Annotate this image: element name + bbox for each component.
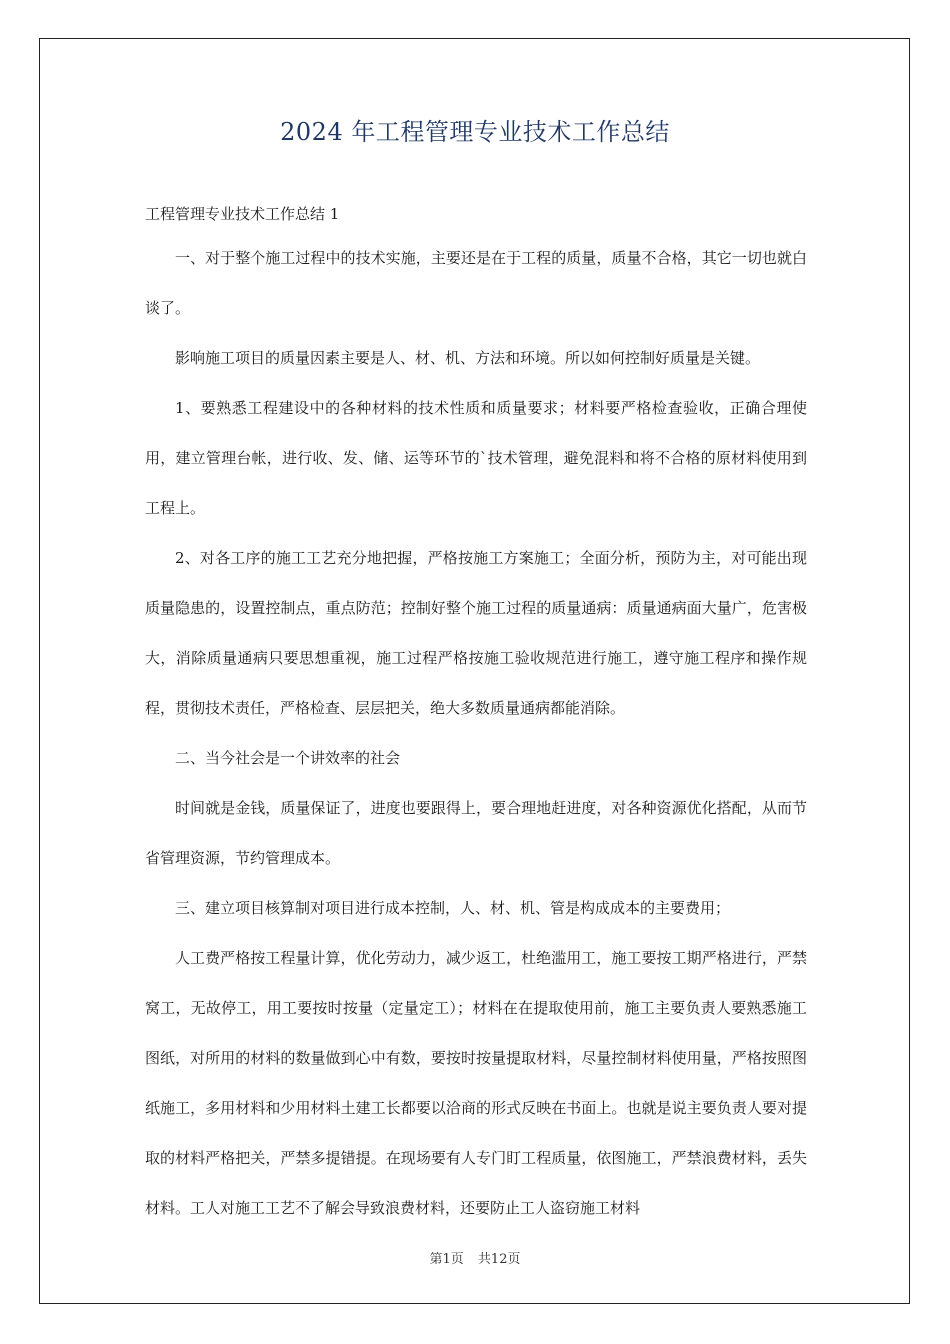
document-body — [145, 198, 807, 1233]
paragraph: 一、对于整个施工过程中的技术实施，主要还是在于工程的质量，质量不合格，其它一切也就白谈了。 — [145, 249, 807, 317]
section-heading: 工程管理专业技术工作总结 1 — [145, 205, 340, 223]
paragraph: 影响施工项目的质量因素主要是人、材、机、方法和环境。所以如何控制好质量是关键。 — [175, 349, 761, 367]
paragraph: 1、要熟悉工程建设中的各种材料的技术性质和质量要求；材料要严格检查验收，正确合理使用，建立管理台帐，进行收、发、储、运等环节的`技术管理，避免混料和将不合格的原材料使用到工程上。 — [145, 399, 807, 517]
page-number: 第1页 共12页 — [429, 1252, 521, 1267]
paragraph: 三、建立项目核算制对项目进行成本控制，人、材、机、管是构成成本的主要费用； — [175, 899, 731, 917]
paragraph: 时间就是金钱，质量保证了，进度也要跟得上，要合理地赶进度，对各种资源优化搭配，从而节省管理资源，节约管理成本。 — [145, 799, 807, 867]
document-title: 2024 年工程管理专业技术工作总结 — [280, 118, 670, 146]
paragraph: 2、对各工序的施工工艺充分地把握，严格按施工方案施工；全面分析，预防为主，对可能出现质量隐患的，设置控制点，重点防范；控制好整个施工过程的质量通病：质量通病面大量广，危害极大，消除质量通病只要思想重视，施工过程严格按施工验收规范进行施工，遵守施工程序和操作规程，贯彻技术责任，严格检查、层层把关，绝大多数质量通病都能消除。 — [145, 549, 807, 717]
paragraph: 二、当今社会是一个讲效率的社会 — [175, 749, 401, 767]
paragraph: 人工费严格按工程量计算，优化劳动力，减少返工，杜绝滥用工，施工要按工期严格进行，严禁窝工，无故停工，用工要按时按量（定量定工）；材料在在提取使用前，施工主要负责人要熟悉施工图纸，对所用的材料的数量做到心中有数，要按时按量提取材料，尽量控制材料使用量，严格按照图纸施工，多用材料和少用材料土建工长都要以洽商的形式反映在书面上。也就是说主要负责人要对提取的材料严格把关，严禁多提错提。在现场要有人专门盯工程质量，依图施工，严禁浪费材料，丢失材料。工人对施工工艺不了解会导致浪费材料，还要防止工人盗窃施工材料 — [145, 949, 807, 1217]
